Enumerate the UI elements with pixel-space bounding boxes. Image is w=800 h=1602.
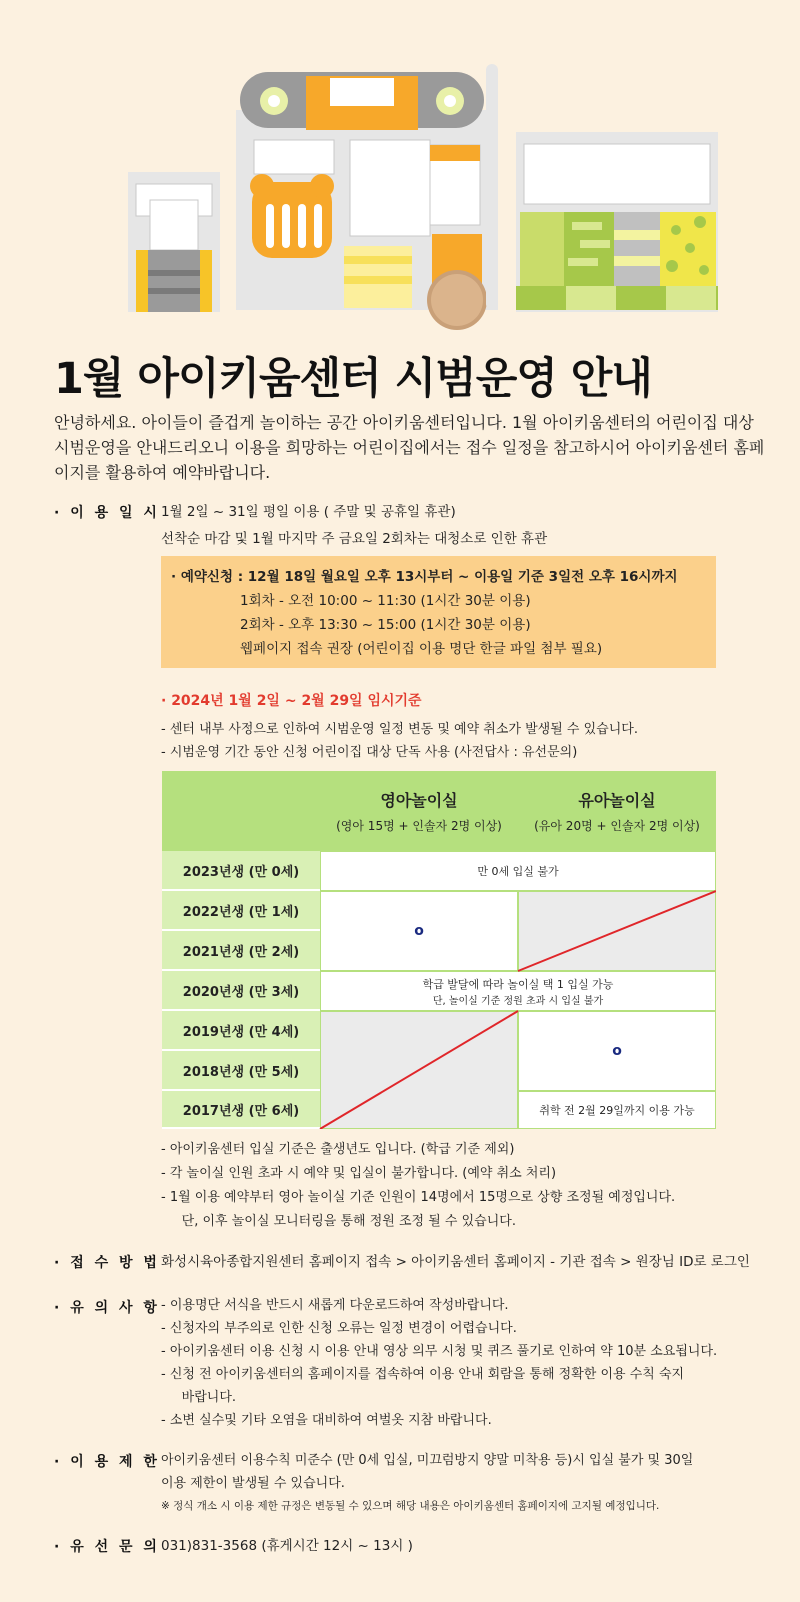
table-note: - 각 놀이실 인원 초과 시 예약 및 입실이 불가합니다. (예약 취소 처리) bbox=[161, 1166, 557, 1181]
caution-item: - 이용명단 서식을 반드시 새롭게 다운로드하여 작성바랍니다. bbox=[161, 1298, 509, 1313]
caution-item: - 소변 실수및 기타 오염을 대비하여 여벌옷 지참 바랍니다. bbox=[161, 1413, 492, 1428]
table-row-label: 2023년생 (만 0세) bbox=[162, 851, 320, 891]
infant-room-sub: (영아 15명 + 인솔자 2명 이상) bbox=[336, 819, 502, 833]
available-mark: o bbox=[414, 923, 424, 939]
reservation-session-1: 1회차 - 오전 10:00 ~ 11:30 (1시간 30분 이용) bbox=[240, 593, 531, 609]
table-header-infant bbox=[320, 771, 518, 851]
page-title: 1월 아이키움센터 시범운영 안내 bbox=[54, 354, 652, 404]
table-row-label: 2018년생 (만 5세) bbox=[162, 1051, 320, 1091]
method-label: · 접 수 방 법 bbox=[54, 1255, 160, 1271]
reservation-box bbox=[161, 556, 716, 668]
table-note: - 아이키움센터 입실 기준은 출생년도 입니다. (학급 기준 제외) bbox=[161, 1142, 515, 1157]
playground-illustration bbox=[0, 0, 800, 340]
infant-room-title: 영아놀이실 bbox=[380, 791, 458, 810]
toddler-unavailable-cell bbox=[518, 891, 716, 971]
age-room-table bbox=[162, 771, 716, 1129]
age3-note-1: 학급 발달에 따라 놀이실 택 1 입실 가능 bbox=[422, 977, 614, 991]
restriction-line-2: 이용 제한이 발생될 수 있습니다. bbox=[161, 1476, 345, 1491]
temporary-item: - 센터 내부 사정으로 인하여 시범운영 일정 변동 및 예약 취소가 발생될 수 있습니다. bbox=[161, 722, 638, 737]
reservation-session-2: 2회차 - 오후 13:30 ~ 15:00 (1시간 30분 이용) bbox=[240, 617, 531, 633]
contact-label: · 유 선 문 의 bbox=[54, 1539, 160, 1555]
table-row-label: 2019년생 (만 4세) bbox=[162, 1011, 320, 1051]
toddler-available-cell bbox=[518, 1011, 716, 1091]
temporary-title: · 2024년 1월 2일 ~ 2월 29일 임시기준 bbox=[161, 693, 422, 709]
usage-line-1: 1월 2일 ~ 31일 평일 이용 ( 주말 및 공휴일 휴관) bbox=[161, 504, 456, 520]
infant-unavailable-cell bbox=[320, 1011, 518, 1129]
table-row-label: 2017년생 (만 6세) bbox=[162, 1091, 320, 1129]
table-header-toddler bbox=[518, 771, 716, 851]
restriction-line-1: 아이키움센터 이용수칙 미준수 (만 0세 입실, 미끄럼방지 양말 미착용 등)시 입실 불가 및 30일 bbox=[161, 1453, 694, 1468]
reservation-head: · 예약신청 : 12월 18일 월요일 오후 13시부터 ~ 이용일 기준 3일전 오후 16시까지 bbox=[171, 569, 678, 585]
caution-item: - 아이키움센터 이용 신청 시 이용 안내 영상 의무 시청 및 퀴즈 풀기로 인하여 약 10분 소요됩니다. bbox=[161, 1344, 718, 1359]
table-row-label: 2021년생 (만 2세) bbox=[162, 931, 320, 971]
toddler-room-title: 유아놀이실 bbox=[578, 791, 656, 810]
infant-available-cell bbox=[320, 891, 518, 971]
temporary-item: - 시범운영 기간 동안 신청 어린이집 대상 단독 사용 (사전답사 : 유선문의) bbox=[161, 745, 578, 760]
reservation-note: 웹페이지 접속 권장 (어린이집 이용 명단 한글 파일 첨부 필요) bbox=[240, 641, 603, 657]
contact-text: 031)831-3568 (휴게시간 12시 ~ 13시 ) bbox=[161, 1538, 413, 1554]
cautions-label: · 유 의 사 항 bbox=[54, 1300, 160, 1316]
age3-note-2: 단, 놀이실 기준 정원 초과 시 입실 불가 bbox=[432, 995, 604, 1007]
table-note: - 1월 이용 예약부터 영아 놀이실 기준 인원이 14명에서 15명으로 상향 조정될 예정입니다. bbox=[161, 1190, 676, 1205]
caution-item: 바랍니다. bbox=[161, 1390, 237, 1405]
age0-note: 만 0세 입실 불가 bbox=[320, 851, 716, 891]
restriction-note: ※ 정식 개소 시 이용 제한 규정은 변동될 수 있으며 해당 내용은 아이키움센터 홈페이지에 고지될 예정입니다. bbox=[161, 1500, 660, 1512]
intro-text: 안녕하세요. 아이들이 즐겁게 놀이하는 공간 아이키움센터입니다. 1월 아이키움센터의 어린이집 대상 시범운영을 안내드리오니 이용을 희망하는 어린이집에서는 접수 일정을 참고하시어 아이키움센터 홈페이지를 활용하여 예약바랍니다. bbox=[54, 413, 765, 482]
usage-label: · 이 용 일 시 bbox=[54, 505, 160, 521]
age3-note-cell bbox=[320, 971, 716, 1011]
caution-item: - 신청 전 아이키움센터의 홈페이지를 접속하여 이용 안내 회람을 통해 정확한 이용 수칙 숙지 bbox=[161, 1367, 685, 1382]
table-row-label: 2020년생 (만 3세) bbox=[162, 971, 320, 1011]
caution-item: - 신청자의 부주의로 인한 신청 오류는 일정 변경이 어렵습니다. bbox=[161, 1321, 517, 1336]
age6-note: 취학 전 2월 29일까지 이용 가능 bbox=[518, 1091, 716, 1129]
restriction-label: · 이 용 제 한 bbox=[54, 1454, 160, 1470]
toddler-room-sub: (유아 20명 + 인솔자 2명 이상) bbox=[534, 819, 700, 833]
table-row-label: 2022년생 (만 1세) bbox=[162, 891, 320, 931]
usage-line-2: 선착순 마감 및 1월 마지막 주 금요일 2회차는 대청소로 인한 휴관 bbox=[161, 531, 548, 547]
available-mark: o bbox=[612, 1043, 622, 1059]
method-text: 화성시육아종합지원센터 홈페이지 접속 > 아이키움센터 홈페이지 - 기관 접속 > 원장님 ID로 로그인 bbox=[161, 1254, 750, 1270]
table-note: 단, 이후 놀이실 모니터링을 통해 정원 조정 될 수 있습니다. bbox=[161, 1214, 516, 1229]
